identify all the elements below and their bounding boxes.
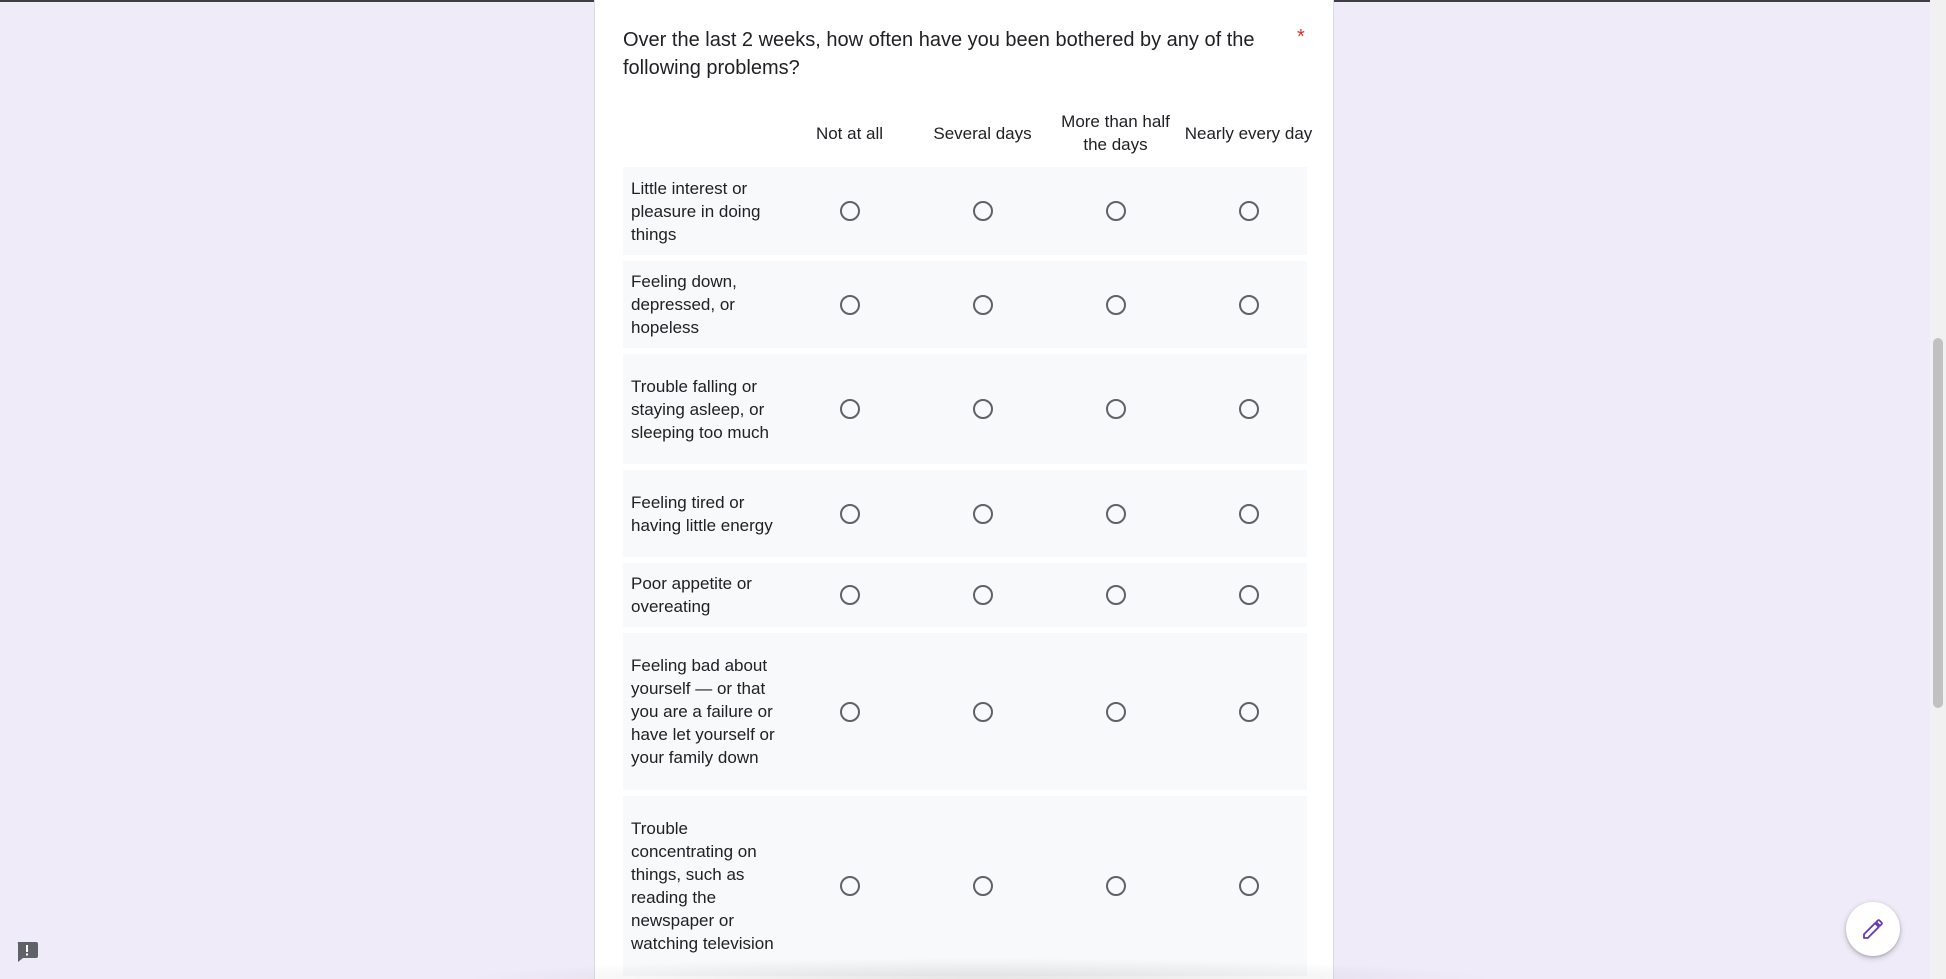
radio-appetite-not-at-all[interactable] xyxy=(840,585,860,605)
radio-concentration-not-at-all[interactable] xyxy=(840,876,860,896)
radio-interest-several-days[interactable] xyxy=(973,201,993,221)
radio-self-worth-more-than-half[interactable] xyxy=(1106,702,1126,722)
edit-button[interactable] xyxy=(1846,902,1900,956)
radio-down-more-than-half[interactable] xyxy=(1106,295,1126,315)
multiple-choice-grid xyxy=(623,105,1313,976)
grid-row-self-worth xyxy=(623,633,1307,790)
radio-down-several-days[interactable] xyxy=(973,295,993,315)
bottom-shadow xyxy=(460,958,1500,979)
radio-cell xyxy=(916,876,1049,896)
grid-row-tired xyxy=(623,470,1307,557)
radio-cell xyxy=(1182,876,1315,896)
row-label: Little interest or pleasure in doing things xyxy=(631,178,761,244)
row-label: Trouble concentrating on things, such as reading the newspaper or watching television xyxy=(631,819,774,953)
radio-cell xyxy=(783,504,916,524)
radio-sleep-more-than-half[interactable] xyxy=(1106,399,1126,419)
radio-cell xyxy=(783,702,916,722)
radio-cell xyxy=(1049,399,1182,419)
radio-sleep-not-at-all[interactable] xyxy=(840,399,860,419)
radio-concentration-several-days[interactable] xyxy=(973,876,993,896)
grid-row-concentration xyxy=(623,796,1307,976)
radio-appetite-nearly-every-day[interactable] xyxy=(1239,585,1259,605)
grid-header-row xyxy=(623,105,1313,161)
grid-row-sleep xyxy=(623,354,1307,464)
radio-cell xyxy=(783,295,916,315)
radio-appetite-several-days[interactable] xyxy=(973,585,993,605)
column-header-nearly-every-day: Nearly every day xyxy=(1184,123,1313,143)
pencil-edit-icon xyxy=(1861,917,1885,941)
radio-cell xyxy=(1182,399,1315,419)
radio-cell xyxy=(916,702,1049,722)
scrollbar-thumb[interactable] xyxy=(1933,338,1943,708)
radio-cell xyxy=(916,295,1049,315)
radio-cell xyxy=(1182,585,1315,605)
radio-tired-more-than-half[interactable] xyxy=(1106,504,1126,524)
radio-concentration-more-than-half[interactable] xyxy=(1106,876,1126,896)
radio-cell xyxy=(783,399,916,419)
radio-tired-nearly-every-day[interactable] xyxy=(1239,504,1259,524)
radio-cell xyxy=(1182,702,1315,722)
radio-sleep-nearly-every-day[interactable] xyxy=(1239,399,1259,419)
required-asterisk: * xyxy=(1297,26,1305,48)
radio-cell xyxy=(916,399,1049,419)
radio-cell xyxy=(783,585,916,605)
radio-cell xyxy=(1049,702,1182,722)
row-label: Trouble falling or staying asleep, or sleeping too much xyxy=(631,376,769,442)
radio-cell xyxy=(783,876,916,896)
radio-cell xyxy=(916,585,1049,605)
radio-tired-not-at-all[interactable] xyxy=(840,504,860,524)
radio-down-not-at-all[interactable] xyxy=(840,295,860,315)
grid-row-interest xyxy=(623,167,1307,255)
question-title: Over the last 2 weeks, how often have you been bothered by any of the following problems? xyxy=(623,29,1255,79)
radio-interest-not-at-all[interactable] xyxy=(840,201,860,221)
radio-cell xyxy=(916,504,1049,524)
radio-cell xyxy=(1049,876,1182,896)
column-header-more-than-half: More than half the days xyxy=(1061,112,1170,154)
radio-appetite-more-than-half[interactable] xyxy=(1106,585,1126,605)
radio-down-nearly-every-day[interactable] xyxy=(1239,295,1259,315)
row-label: Feeling down, depressed, or hopeless xyxy=(631,272,737,337)
row-label: Feeling bad about yourself — or that you are a failure or have let yourself or your family down xyxy=(631,656,775,767)
radio-cell xyxy=(1182,295,1315,315)
radio-self-worth-nearly-every-day[interactable] xyxy=(1239,702,1259,722)
column-header-not-at-all: Not at all xyxy=(815,123,884,143)
row-label: Feeling tired or having little energy xyxy=(631,492,773,535)
radio-cell xyxy=(916,201,1049,221)
radio-interest-nearly-every-day[interactable] xyxy=(1239,201,1259,221)
row-label: Poor appetite or overeating xyxy=(631,574,752,616)
radio-tired-several-days[interactable] xyxy=(973,504,993,524)
radio-cell xyxy=(1049,295,1182,315)
radio-self-worth-several-days[interactable] xyxy=(973,702,993,722)
radio-sleep-several-days[interactable] xyxy=(973,399,993,419)
grid-row-appetite xyxy=(623,563,1307,627)
radio-cell xyxy=(1049,504,1182,524)
radio-concentration-nearly-every-day[interactable] xyxy=(1239,876,1259,896)
question-card xyxy=(594,0,1334,979)
column-header-several-days: Several days xyxy=(933,123,1032,143)
report-problem-icon[interactable] xyxy=(15,941,39,963)
radio-self-worth-not-at-all[interactable] xyxy=(840,702,860,722)
radio-cell xyxy=(1182,201,1315,221)
grid-row-down xyxy=(623,261,1307,348)
radio-interest-more-than-half[interactable] xyxy=(1106,201,1126,221)
radio-cell xyxy=(783,201,916,221)
radio-cell xyxy=(1182,504,1315,524)
radio-cell xyxy=(1049,201,1182,221)
radio-cell xyxy=(1049,585,1182,605)
